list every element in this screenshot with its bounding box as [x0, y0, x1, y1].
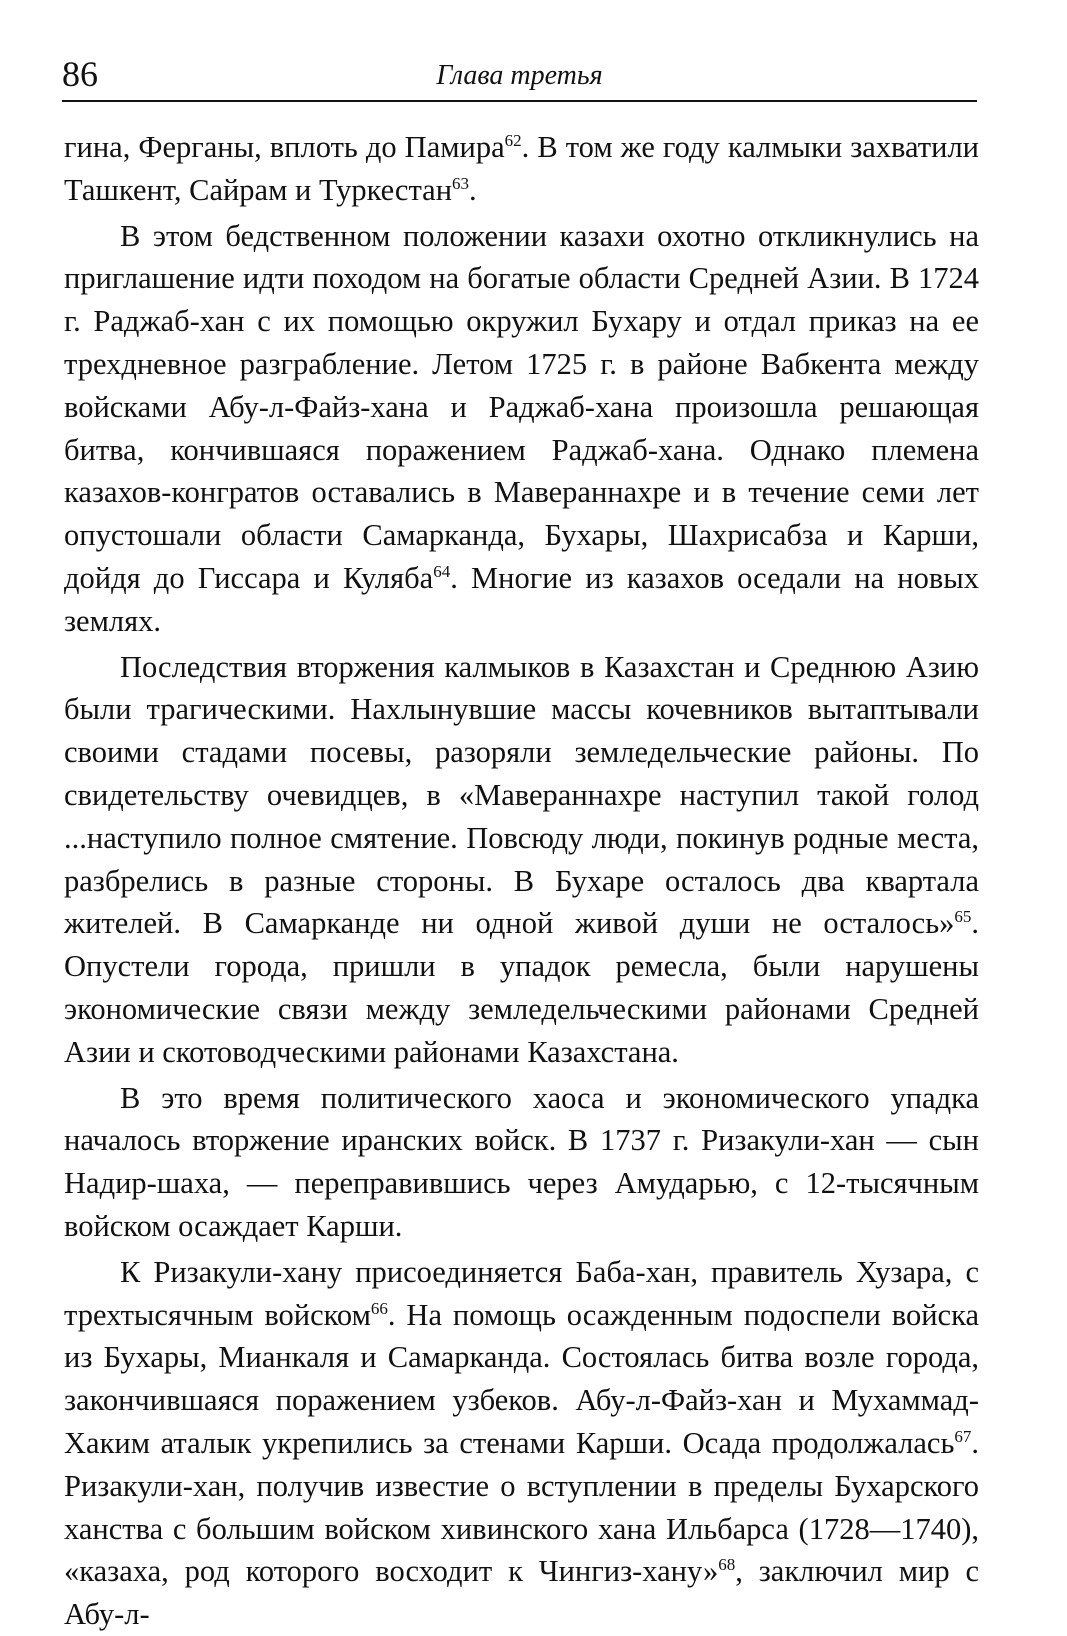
text-segment: , заключил мир с Абу-л- [64, 1554, 979, 1632]
text-segment: Последствия вторжения калмыков в Казахстан и Среднюю Азию были трагическими. Нахлынувшие массы кочевников вытаптывали своими стадами посевы, разоряли земледельческие районы. По свидетельству очевидцев, в «Мавераннахре наступил такой голод ...наступило полное смятение. Повсюду люди, покинув родные места, разбрелись в разные стороны. В Бухаре осталось два квартала жителей. В Самарканде ни одной живой души не осталось» [64, 649, 979, 941]
page-header [62, 52, 977, 102]
paragraph [64, 126, 979, 212]
footnote-ref: 62 [504, 130, 522, 150]
text-segment: . В том же году калмыки захватили Ташкент, Сайрам и Туркестан [64, 130, 979, 207]
footnote-ref: 66 [370, 1298, 388, 1318]
page-number: 86 [62, 54, 98, 94]
text-segment: . Опустели города, пришли в упадок ремесла, были нарушены экономические связи между земледельческими районами Средней Азии и скотоводческими районами Казахстана. [64, 906, 979, 1069]
text-segment: гина, Ферганы, вплоть до Памира [64, 130, 505, 164]
text-segment: В это время политического хаоса и экономического упадка началось вторжение иранских войск. В 1737 г. Ризакули-хан — сын Надир-шаха, — переправившись через Амударью, с 12-тысячным войском осаждает Карши. [64, 1080, 979, 1243]
paragraph [64, 646, 979, 1074]
running-title: Глава третья [436, 60, 603, 91]
paragraph [64, 1077, 979, 1248]
text-segment: . На помощь осажденным подоспели войска из Бухары, Мианкаля и Самарканда. Состоялась битва возле города, закончившаяся поражением узбеков. Абу-л-Файз-хан и Мухаммад-Хаким аталык укрепились за стенами Карши. Осада продолжалась [64, 1297, 979, 1460]
footnote-ref: 64 [433, 561, 451, 581]
footnote-ref: 63 [452, 173, 470, 193]
footnote-ref: 68 [718, 1555, 736, 1575]
text-segment: В этом бедственном положении казахи охотно откликнулись на приглашение идти походом на богатые области Средней Азии. В 1724 г. Раджаб-хан с их помощью окружил Бухару и отдал приказ на ее трехдневное разграбление. Летом 1725 г. в районе Вабкента между войсками Абу-л-Файз-хана и Раджаб-хана произошла решающая битва, кончившаяся поражением Раджаб-хана. Однако племена казахов-конгратов оставались в Мавераннахре и в течение семи лет опустошали области Самарканда, Бухары, Шахрисабза и Карши, дойдя до Гиссара и Куляба [64, 218, 979, 595]
text-segment: . [469, 172, 477, 207]
text-segment: . Многие из казахов оседали на новых землях. [64, 560, 979, 638]
footnote-ref: 65 [954, 907, 972, 927]
text-segment: К Ризакули-хану присоединяется Баба-хан, правитель Хузара, с трехтысячным войском [64, 1254, 979, 1332]
text-segment: . Ризакули-хан, получив известие о вступлении в пределы Бухарского ханства с большим войском хивинского хана Ильбарса (1728—1740), «казаха, род которого восходит к Чингиз-хану» [64, 1425, 979, 1589]
paragraph [64, 1251, 979, 1636]
paragraph [64, 215, 979, 643]
footnote-ref: 67 [954, 1426, 972, 1446]
body-text [64, 126, 979, 1636]
